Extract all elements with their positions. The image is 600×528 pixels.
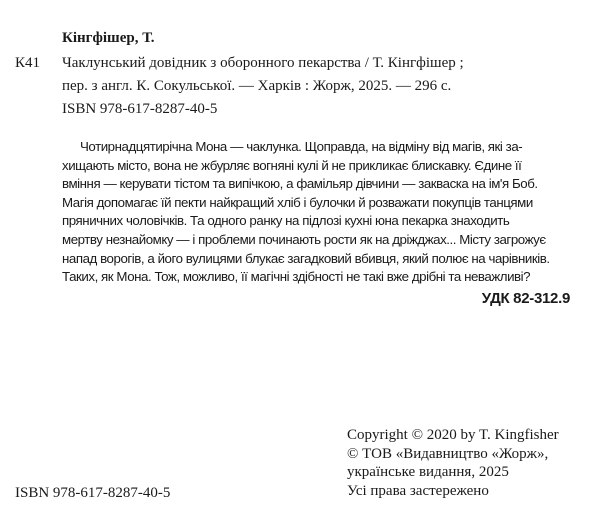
copyright-line: Copyright © 2020 by T. Kingfisher [347,427,559,443]
copyright-line: українське видання, 2025 [347,464,509,480]
imprint-isbn: ISBN 978-617-8287-40-5 [15,485,171,501]
annotation-line: пряничних чоловічків. Та одного ранку на підлозі кухні юна пекарка знаходить [62,213,510,229]
annotation-line: Таких, як Мона. Тож, можливо, її магічні здібності не такі вже дрібні та неважливі? [62,269,531,285]
annotation-line: напад ворогів, а його вулицями блукає загадковий вбивця, який полює на чарівників. [62,250,550,266]
annotation-line: хищають місто, вона не жбурляє вогняні кулі й не прикликає блискавку. Єдине її [62,157,522,173]
annotation-line: мертву незнайомку — і проблеми починають рости як на дріжджах... Місту загрожує [62,231,546,247]
copyright-line: Усі права застережено [347,482,489,499]
author-mark: К41 [15,55,41,71]
udk-code: УДК 82-312.9 [481,290,570,307]
author-name: Кінгфішер, Т. [62,30,155,46]
copyright-block [347,426,559,500]
catalog-isbn: ISBN 978-617-8287-40-5 [62,101,218,117]
annotation-line: Магія допомагає їй пекти найкращий хліб і булочки й розважати покупців танцями [62,194,533,210]
copyright-line: © ТОВ «Видавництво «Жорж», [347,445,549,462]
annotation-line: вміння — керувати тістом та випічкою, а фамільяр дівчини — закваска на ім'я Боб. [62,176,538,192]
bibliographic-description-line-2: пер. з англ. К. Сокульської. — Харків : Жорж, 2025. — 296 с. [62,78,452,94]
annotation-line: Чотирнадцятирічна Мона — чаклунка. Щоправда, на відміну від магів, які за- [80,139,523,154]
bibliographic-description-line-1: Чаклунський довідник з оборонного пекарства / Т. Кінгфішер ; [62,55,464,71]
annotation-paragraph [62,138,580,287]
